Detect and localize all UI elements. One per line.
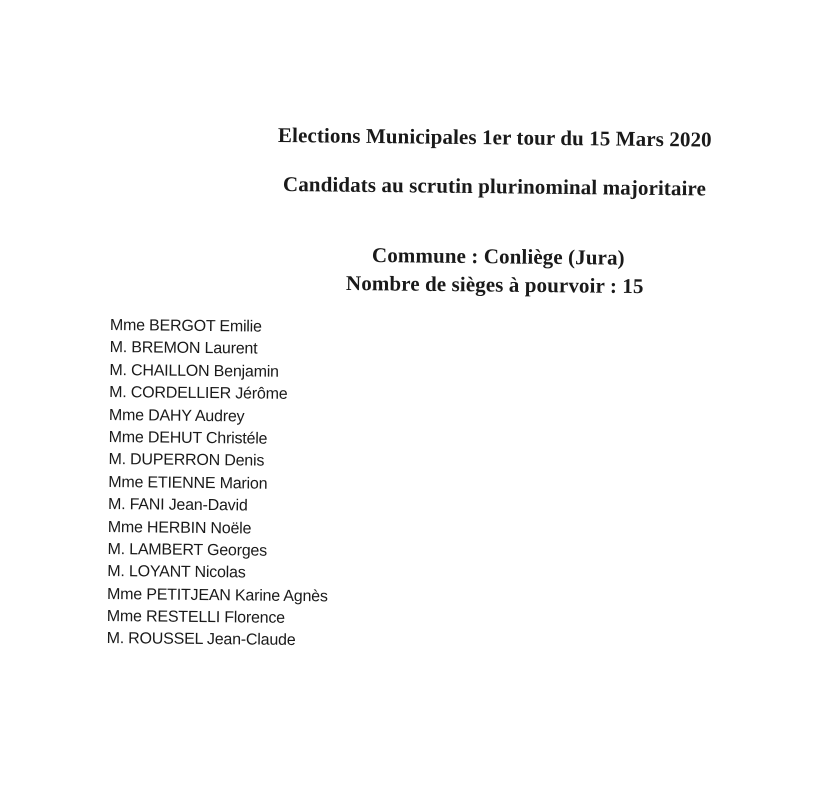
candidate-item: M. ROUSSEL Jean-Claude (106, 630, 296, 650)
candidate-item: Mme BERGOT Emilie (109, 316, 262, 336)
document-subtitle: Candidats au scrutin plurinominal majoritaire (282, 172, 707, 201)
candidate-list (106, 315, 469, 655)
document-title: Elections Municipales 1er tour du 15 Mars 2020 (277, 123, 712, 152)
candidate-item: Mme HERBIN Noële (107, 518, 252, 538)
candidate-item: Mme PETITJEAN Karine Agnès (106, 585, 328, 605)
candidate-item: M. CHAILLON Benjamin (109, 361, 279, 381)
seats-label: Nombre de sièges à pourvoir : 15 (345, 271, 644, 299)
candidate-item: M. FANI Jean-David (107, 496, 248, 515)
candidate-item: M. LAMBERT Georges (107, 540, 268, 560)
candidate-item: M. BREMON Laurent (109, 339, 258, 358)
candidate-item: Mme DEHUT Christéle (108, 428, 268, 448)
candidate-item: M. DUPERRON Denis (108, 451, 265, 470)
candidate-item: M. LOYANT Nicolas (107, 563, 246, 582)
commune-label: Commune : Conliège (Jura) (371, 243, 625, 270)
candidate-item: Mme ETIENNE Marion (108, 473, 268, 493)
candidate-item: Mme RESTELLI Florence (106, 608, 286, 627)
candidate-item: M. CORDELLIER Jérôme (109, 384, 288, 404)
candidate-item: Mme DAHY Audrey (108, 406, 245, 425)
